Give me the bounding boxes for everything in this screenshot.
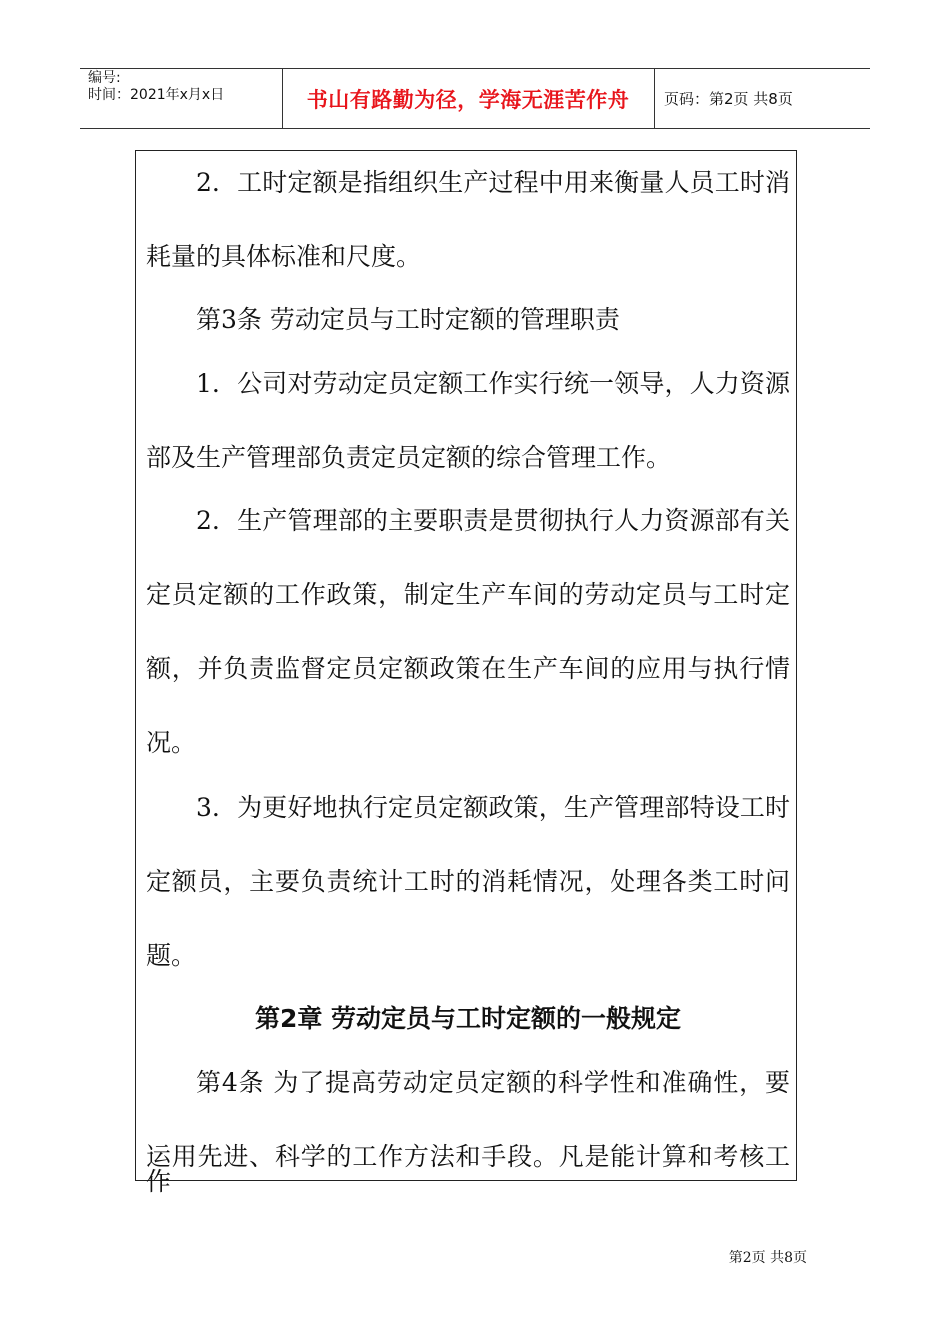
body-line: 运用先进、科学的工作方法和手段。凡是能计算和考核工作 — [146, 1142, 790, 1196]
body-line: 题。 — [146, 941, 197, 970]
body-line: 额，并负责监督定员定额政策在生产车间的应用与执行情 — [146, 654, 790, 683]
header-motto: 书山有路勤为径，学海无涯苦作舟 — [306, 88, 630, 112]
header-divider-right — [654, 68, 655, 128]
body-line: 耗量的具体标准和尺度。 — [146, 242, 422, 271]
body-line: 2．生产管理部的主要职责是贯彻执行人力资源部有关 — [196, 506, 790, 535]
body-line: 定员定额的工作政策，制定生产车间的劳动定员与工时定 — [146, 580, 790, 609]
article-heading: 第3条 劳动定员与工时定额的管理职责 — [196, 305, 620, 334]
body-line: 2．工时定额是指组织生产过程中用来衡量人员工时消 — [196, 168, 790, 197]
header-page-info: 页码：第2页 共8页 — [664, 90, 793, 108]
body-line: 第4条 为了提高劳动定员定额的科学性和准确性，要 — [196, 1068, 790, 1097]
header-bottom-rule — [80, 128, 870, 129]
body-line: 1．公司对劳动定员定额工作实行统一领导，人力资源 — [196, 369, 790, 398]
header-top-rule — [80, 68, 870, 69]
body-line: 况。 — [146, 728, 197, 757]
header-divider-left — [282, 68, 283, 128]
chapter-heading: 第2章 劳动定员与工时定额的一般规定 — [254, 1004, 682, 1033]
serial-number-label: 编号: — [88, 70, 121, 86]
body-line: 定额员，主要负责统计工时的消耗情况，处理各类工时问 — [146, 867, 790, 896]
footer-page-info: 第2页 共8页 — [728, 1250, 807, 1266]
header-meta — [88, 70, 278, 104]
body-line: 部及生产管理部负责定员定额的综合管理工作。 — [146, 443, 672, 472]
body-line: 3．为更好地执行定员定额政策，生产管理部特设工时 — [196, 793, 790, 822]
date-line: 时间：2021年x月x日 — [88, 87, 225, 103]
